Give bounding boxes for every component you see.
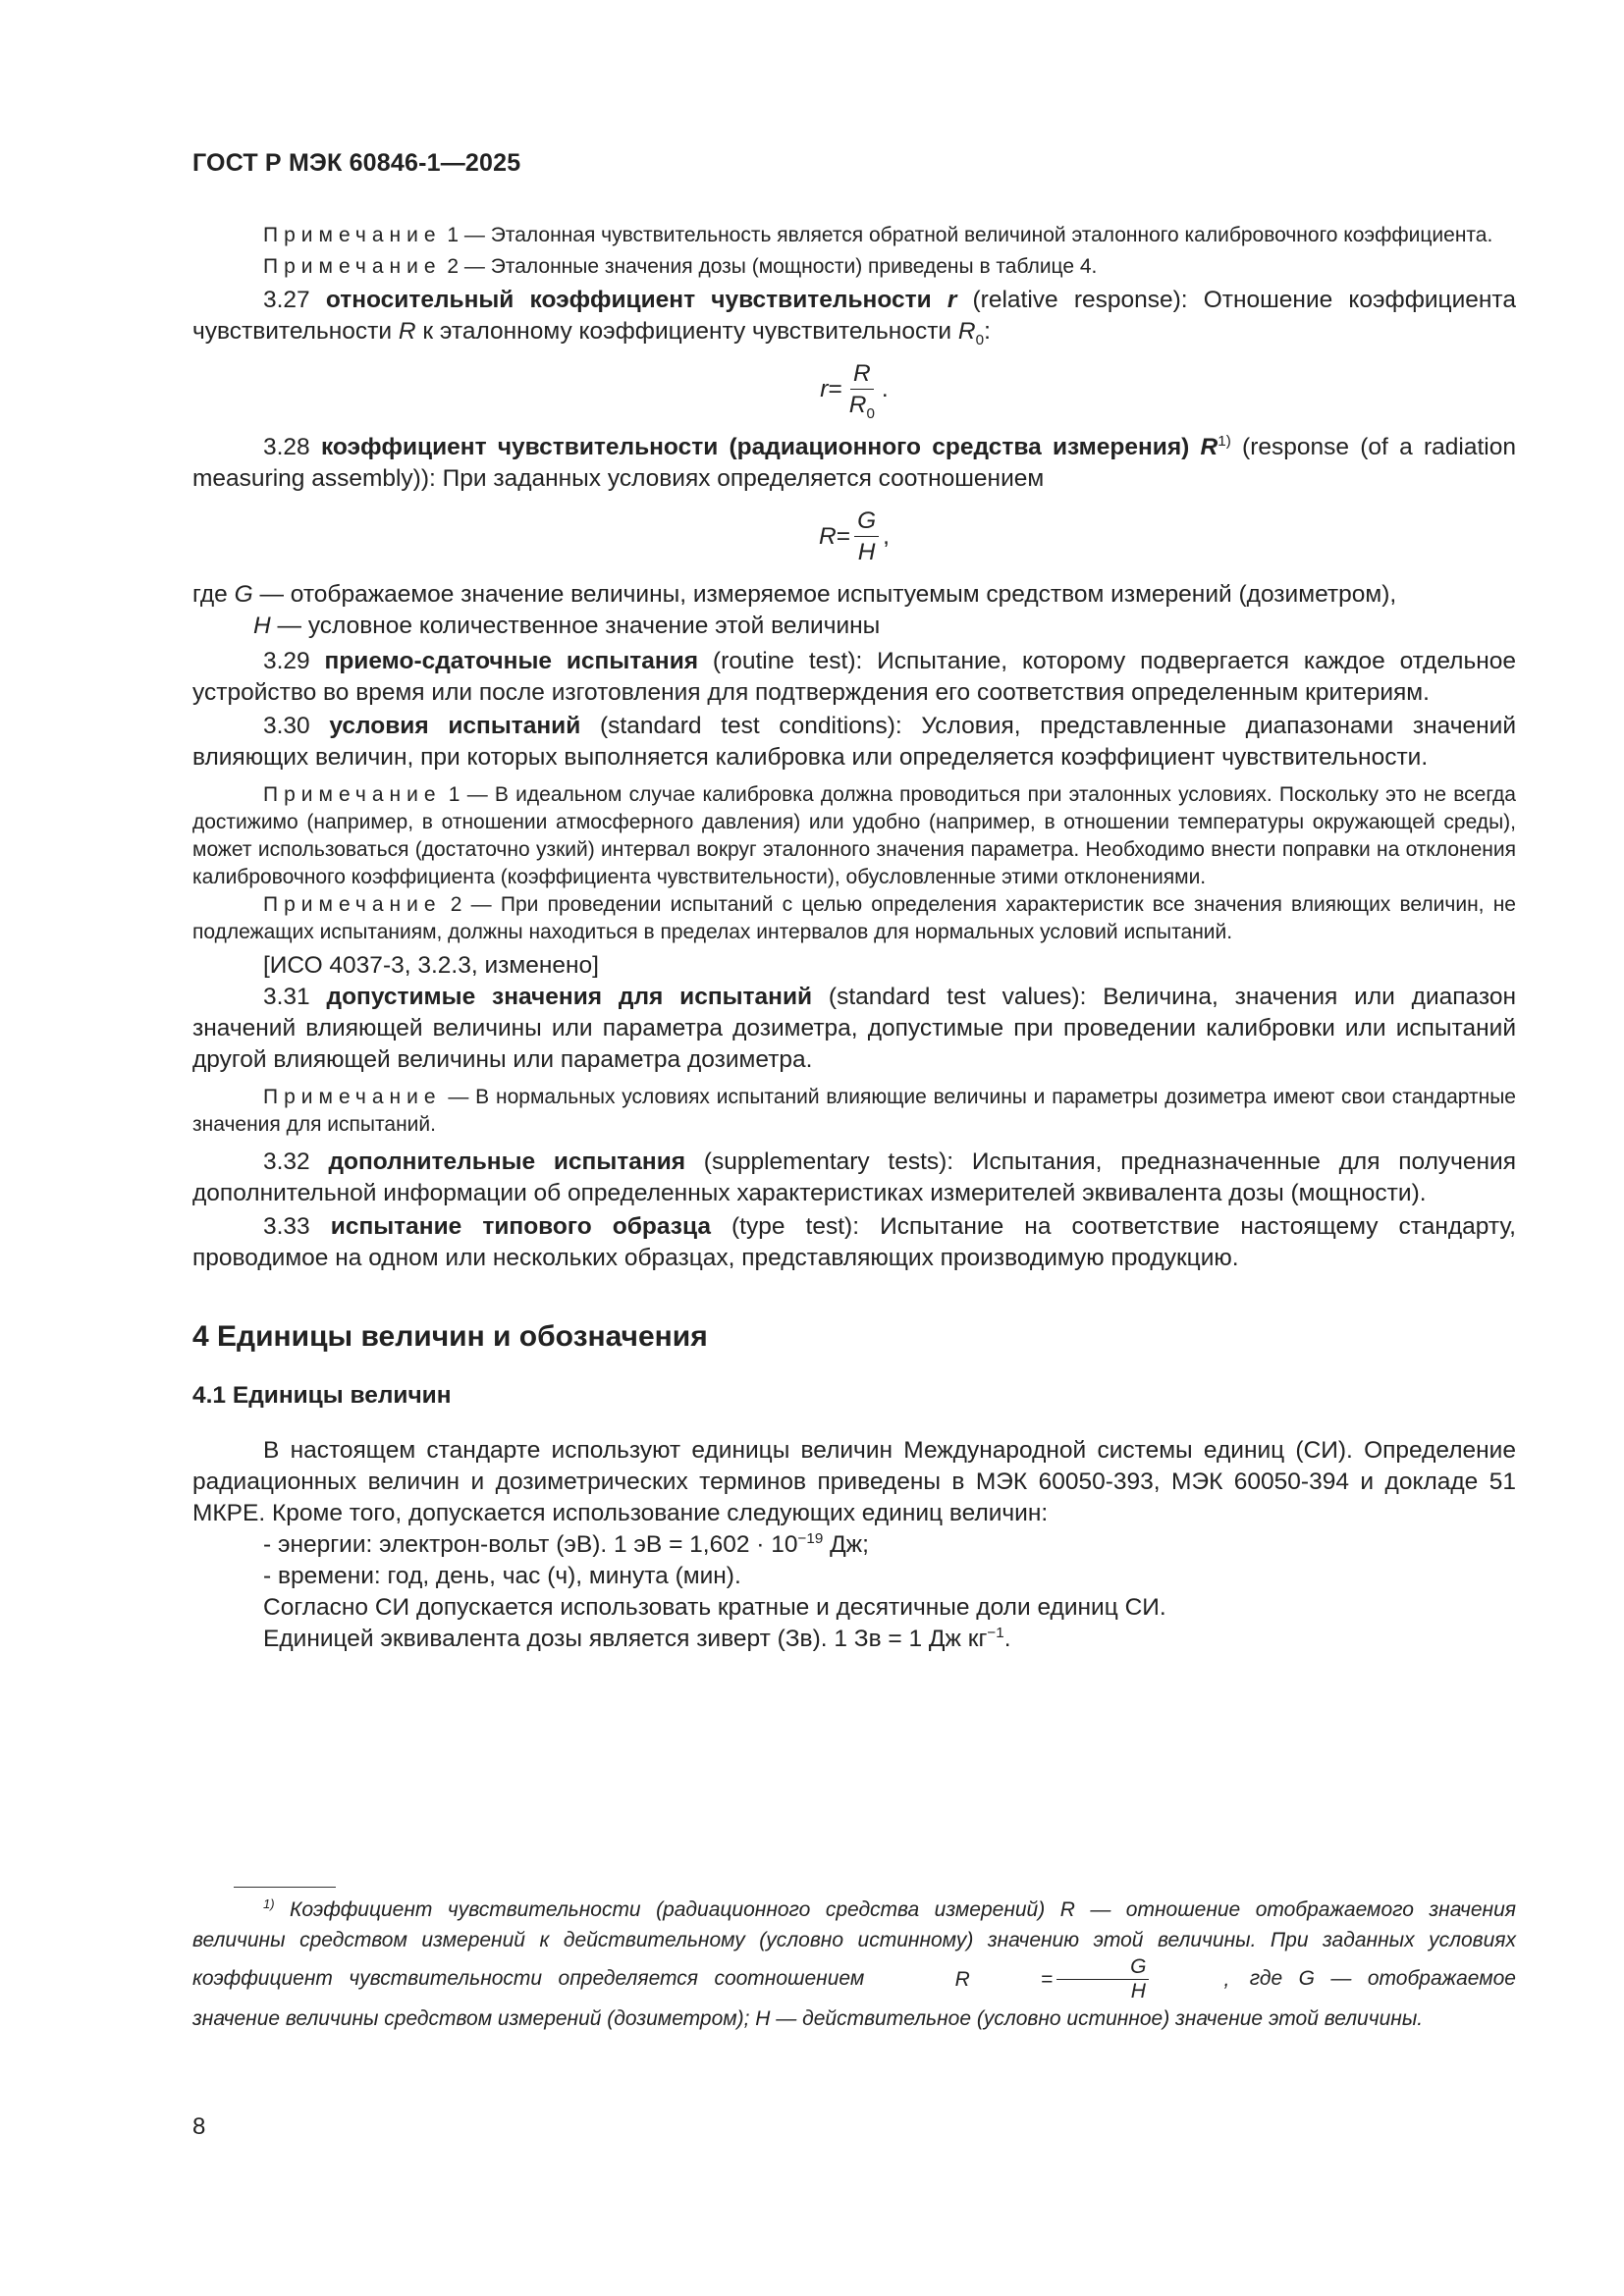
page-number: 8 bbox=[192, 2113, 206, 2140]
footnote: $^{1)}$ Коэффициент чувствительности (радиационного средства измерений) R — отношение отображаемого значения величины средством измерений к действительному (условно истинному) значению этой величины. При заданных условиях коэффициент чувствительности определяется соотношением R = $\frac{G}{H}$ , где G — отображаемое значение величины средством измерений (дозиметром); H — действительное (условно истинное) значение этой величины. bbox=[192, 1896, 1516, 2030]
term: приемо-сдаточные испытания bbox=[324, 648, 699, 674]
note-3-31: Примечание — В нормальных условиях испытаний влияющие величины и параметры дозиметра имеют свои стандартные значения для испытаний. bbox=[192, 1086, 1516, 1136]
term: условия испытаний bbox=[329, 713, 581, 739]
term: коэффициент чувствительности (радиационного средства измерения) bbox=[320, 434, 1201, 460]
clause-3-28: 3.28 коэффициент чувствительности (радиационного средства измерения) $R^{1)}$ (response (of a radiation measuring assembly)): При заданных условиях определяется соотношением bbox=[192, 432, 1516, 492]
footnote-mark: 1) bbox=[263, 1896, 275, 1911]
note-2: Примечание 2 — Эталонные значения дозы (мощности) приведены в таблице 4. bbox=[263, 255, 1098, 278]
section-4-1-paragraph: В настоящем стандарте используют единицы величин Международной системы единиц (СИ). Определение радиационных величин и дозиметрических терминов приведены в МЭК 60050-393, МЭК 60050-394 и докладе 51 МКРЕ. Кроме того, допускается использование следующих единиц величин: bbox=[192, 1437, 1516, 1526]
list-item-energy: - энергии: электрон-вольт (эВ). 1 эВ = $1,602 \cdot 10^{-19}$ Дж; bbox=[263, 1529, 869, 1558]
si-multiples-line: Согласно СИ допускается использовать кратные и десятичные доли единиц СИ. bbox=[263, 1594, 1166, 1621]
term: испытание типового образца bbox=[330, 1213, 711, 1240]
clause-3-32: 3.32 дополнительные испытания (supplementary tests): Испытания, предназначенные для получения дополнительной информации об определенных характеристиках измерителей эквивалента дозы (мощности). bbox=[192, 1148, 1516, 1206]
term: относительный коэффициент чувствительности bbox=[325, 287, 947, 313]
section-4-1-heading: 4.1 Единицы величин bbox=[192, 1382, 452, 1409]
clause-3-29: 3.29 приемо-сдаточные испытания (routine test): Испытание, которому подвергается каждое отдельное устройство во время или после изготовления для подтверждения его соответствия определенным критериям. bbox=[192, 648, 1517, 706]
document-header: ГОСТ Р МЭК 60846-1—2025 bbox=[192, 149, 521, 177]
footnote-formula: R = $\frac{G}{H}$ , bbox=[954, 1955, 1230, 2002]
section-4-heading: 4 Единицы величин и обозначения bbox=[192, 1320, 708, 1353]
note-3-30-1: Примечание 1 — В идеальном случае калибровка должна проводиться при эталонных условиях. Поскольку это не всегда достижимо (например, в отношении атмосферного давления) или удобно (например, в отношении температуры окружающей среды), может использоваться (достаточно узкий) интервал вокруг эталонного значения параметра. Необходимо внести поправки на отклонения калибровочного коэффициента (коэффициента чувствительности), обусловленные этими отклонениями. bbox=[192, 783, 1516, 888]
formula-relative-response: r = $\frac{R}{R_0}$ . bbox=[820, 359, 889, 422]
note-label: Примечание bbox=[263, 224, 442, 246]
note-3-30-2: Примечание 2 — При проведении испытаний с целью определения характеристик все значения влияющих величин, не подлежащих испытаниям, должны находиться в пределах интервалов для нормальных условий испытаний. bbox=[192, 893, 1516, 943]
term: допустимые значения для испытаний bbox=[326, 984, 813, 1010]
note-1: Примечание 1 — Эталонная чувствительность является обратной величиной эталонного калибровочного коэффициента. bbox=[263, 224, 1493, 246]
document-body bbox=[192, 222, 1516, 1655]
clause-3-33: 3.33 испытание типового образца (type test): Испытание на соответствие настоящему стандарту, проводимое на одном или нескольких образцах, представляющих производимую продукцию. bbox=[192, 1213, 1516, 1271]
list-item-time: - времени: год, день, час (ч), минута (мин). bbox=[263, 1563, 741, 1589]
term: дополнительные испытания bbox=[328, 1148, 686, 1175]
formula-response: R = $\frac{G}{H}$ , bbox=[819, 507, 890, 565]
where-g: где G — отображаемое значение величины, измеряемое испытуемым средством измерений (дозиметром), bbox=[192, 581, 1397, 608]
clause-3-31: 3.31 допустимые значения для испытаний (standard test values): Величина, значения или диапазон значений влияющей величины или параметра дозиметра, допустимые при проведении калибровки или испытаний другой влияющей величины или параметра дозиметра. bbox=[192, 984, 1516, 1073]
note-label: Примечание bbox=[263, 255, 442, 278]
footnote-divider bbox=[234, 1887, 336, 1888]
reference: [ИСО 4037-3, 3.2.3, изменено] bbox=[263, 952, 599, 979]
where-h: H — условное количественное значение этой величины bbox=[253, 613, 881, 639]
clause-3-27: 3.27 относительный коэффициент чувствительности r (relative response): Отношение коэффициента чувствительности R к эталонному коэффициенту чувствительности $R_0$: bbox=[192, 287, 1516, 348]
sievert-line: Единицей эквивалента дозы является зиверт (Зв). 1 Зв = 1 Дж $кг^{-1}$. bbox=[263, 1624, 1011, 1652]
clause-3-30: 3.30 условия испытаний (standard test conditions): Условия, представленные диапазонами значений влияющих величин, при которых выполняется калибровка или определяется коэффициент чувствительности. bbox=[192, 713, 1516, 771]
